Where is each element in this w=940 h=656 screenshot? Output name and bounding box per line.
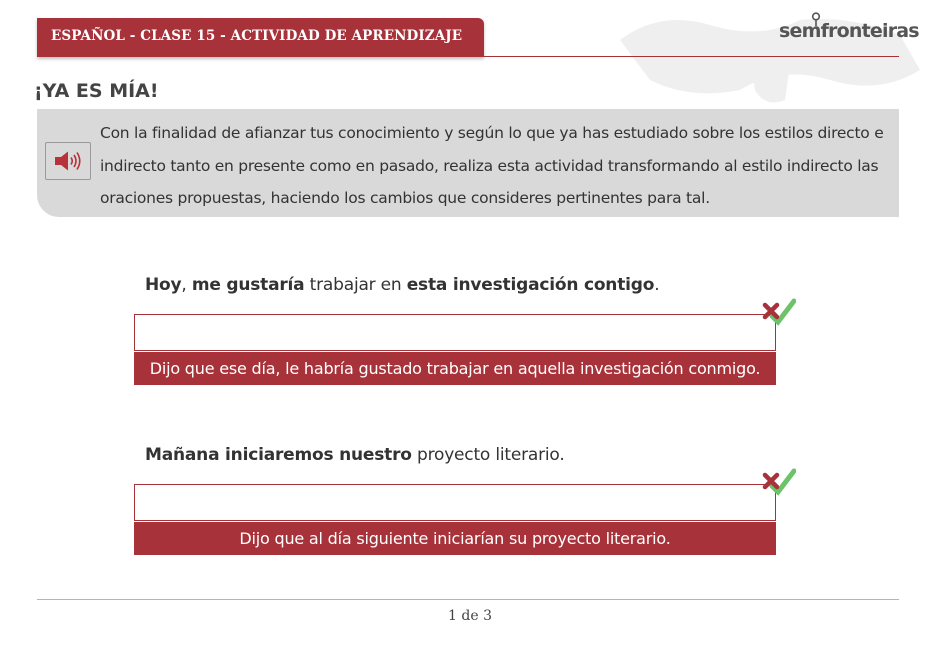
page-indicator: 1 de 3 bbox=[448, 608, 492, 624]
audio-play-button[interactable] bbox=[45, 142, 91, 180]
map-pin-icon bbox=[811, 12, 821, 26]
prompt-segment: trabajar en bbox=[304, 275, 407, 295]
prompt-segment: me gustaría bbox=[191, 275, 305, 295]
prompt-segment: . bbox=[654, 275, 660, 295]
exercise-1-prompt bbox=[145, 275, 659, 295]
exercise-1-answer-input[interactable] bbox=[134, 314, 776, 351]
world-map-decoration bbox=[600, 0, 940, 110]
instructions-box bbox=[37, 109, 899, 217]
prompt-segment: esta investigación contigo bbox=[406, 275, 655, 295]
header-band bbox=[37, 18, 484, 57]
speaker-icon bbox=[53, 150, 83, 172]
logo-text: semfronteiras bbox=[779, 20, 919, 42]
prompt-segment: , bbox=[181, 275, 192, 295]
header-divider bbox=[484, 56, 899, 57]
prompt-segment: Hoy bbox=[145, 275, 182, 295]
brand-logo bbox=[779, 20, 919, 46]
footer-divider bbox=[37, 599, 899, 600]
check-answer-icons[interactable] bbox=[762, 467, 796, 501]
check-answer-icons[interactable] bbox=[762, 297, 796, 331]
prompt-segment: proyecto literario. bbox=[411, 445, 565, 465]
prompt-segment: Mañana iniciaremos nuestro bbox=[145, 445, 412, 465]
exercise-2-answer-input[interactable] bbox=[134, 484, 776, 521]
header-title: ESPAÑOL - CLASE 15 - ACTIVIDAD DE APRENDIZAJE bbox=[51, 28, 463, 44]
exercise-1-correct-answer: Dijo que ese día, le habría gustado trabajar en aquella investigación conmigo. bbox=[134, 352, 776, 385]
instructions-text: Con la finalidad de afianzar tus conocimiento y según lo que ya has estudiado sobre los estilos directo e indirecto tanto en presente como en pasado, realiza esta actividad transformando al estilo indirecto las oraciones propuestas, haciendo los cambios que consideres pertinentes para tal. bbox=[100, 124, 884, 207]
section-title: ¡YA ES MÍA! bbox=[34, 80, 159, 102]
exercise-2-correct-answer: Dijo que al día siguiente iniciarían su proyecto literario. bbox=[134, 522, 776, 555]
exercise-2-prompt bbox=[145, 445, 565, 465]
